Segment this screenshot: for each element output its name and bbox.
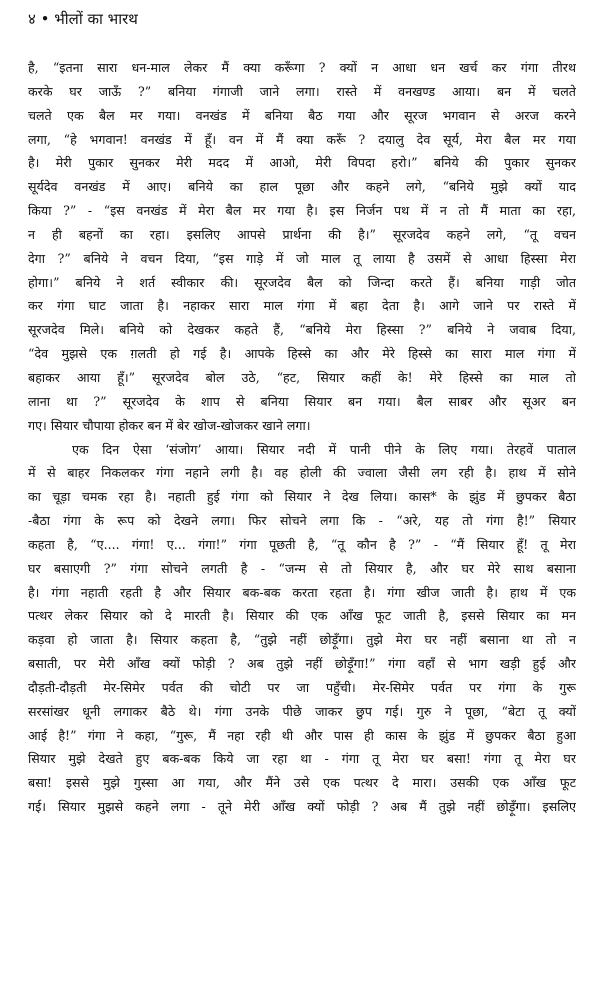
text-line: कहता है, “ए.... गंगा! ए... गंगा!” गंगा पूछती है, “तू कौन है ?” - “मैं सियार हूँ! तू मेरा — [28, 536, 576, 552]
text-line: होगा।” बनिये ने शर्त स्वीकार की। सूरजदेव बैल को जिन्दा करते हैं। बनिया गाड़ी जोत — [28, 274, 576, 290]
text-line: चलते एक बैल मर गया। वनखंड में बनिया बैठ गया और सूरज भगवान से अरज करने — [28, 107, 576, 123]
text-line: गई। सियार मुझसे कहने लगा - तूने मेरी आँख क्यों फोड़ी ? अब मैं तुझे नहीं छोड़ूँगा। इसलिए — [28, 799, 576, 815]
text-line: दौड़ती-दौड़ती मेर-सिमेर पर्वत की चोटी पर जा पहुँची। मेर-सिमेर पर्वत पर गंगा के गुरू — [28, 679, 576, 695]
text-line: बसा! इससे मुझे गुस्सा आ गया, और मैंने उसे एक पत्थर दे मारा। उसकी एक आँख फूट — [28, 775, 576, 791]
text-line: आई है!” गंगा ने कहा, “गुरू, मैं नहा रही थी और पास ही कास के झुंड में छुपकर बैठा हुआ — [28, 727, 576, 743]
text-line: लगा, “हे भगवान! वनखंड में हूँ। वन में मैं क्या करूँ ? दयालु देव सूर्य, मेरा बैल मर गया — [28, 131, 576, 147]
text-line: “देव मुझसे एक ग़लती हो गई है। आपके हिस्से का और मेरे हिस्से का सारा माल गंगा में — [28, 346, 576, 362]
text-line: एक दिन ऐसा ‘संजोग’ आया। सियार नदी में पानी पीने के लिए गया। तेरहवें पाताल — [72, 441, 576, 457]
text-line: सरसांखर धूनी लगाकर बैठे थे। गंगा उनके पीछे जाकर छुप गई। गुरु ने पूछा, “बेटा तू क्यों — [28, 703, 576, 719]
text-line: का चूड़ा चमक रहा है। नहाती हुई गंगा को सियार ने देख लिया। कास* के झुंड में छुपकर बैठा — [28, 489, 576, 505]
text-line: कर गंगा घाट जाता है। नहाकर सारा माल गंगा में बहा देता है। आगे जाने पर रास्ते में — [28, 298, 576, 314]
text-line: करके घर जाऊँ ?” बनिया गंगाजी जाने लगा। रास्ते में वनखण्ड आया। बन में चलते — [28, 83, 576, 99]
book-title: भीलों का भारथ — [54, 10, 138, 28]
text-line: सियार मुझे देखते हुए बक-बक किये जा रहा था - गंगा तू मेरा घर बसा! गंगा तू मेरा घर — [28, 751, 576, 767]
text-line: गए। सियार चौपाया होकर बन में बेर खोज-खोजकर खाने लगा। — [28, 417, 311, 433]
text-line: देगा ?” बनिये ने वचन दिया, “इस गाड़े में जो माल तू लाया है उसमें से आधा हिस्सा मेरा — [28, 250, 576, 266]
text-line: किया ?” - “इस वनखंड में मेरा बैल मर गया है। इस निर्जन पथ में न तो मैं माता का रहा, — [28, 203, 576, 219]
text-line: कड़वा हो जाता है। सियार कहता है, “तुझे नहीं छोड़ूँगा। तुझे मेरा घर नहीं बसाना था तो न — [28, 632, 576, 648]
text-line: सूरजदेव मिले। बनिये को देखकर कहते हैं, “बनिये मेरा हिस्सा ?” बनिये ने जवाब दिया, — [28, 322, 576, 338]
text-line: -बैठा गंगा के रूप को देखने लगा। फिर सोचने लगा कि - “अरे, यह तो गंगा है!” सियार — [28, 513, 576, 529]
text-line: घर बसाएगी ?” गंगा सोचने लगती है - “जन्म से तो सियार है, और घर मेरे साथ बसाना — [28, 560, 576, 576]
text-line: न ही बहनों का रहा। इसलिए आपसे प्रार्थना की है।” सूरजदेव कहने लगे, “तू वचन — [28, 226, 576, 242]
page-body — [28, 56, 576, 819]
text-line: है। मेरी पुकार सुनकर मेरी मदद में आओ, मेरी विपदा हरो।” बनिये की पुकार सुनकर — [28, 155, 576, 171]
text-line: बहाकर आया हूँ।” सूरजदेव बोल उठे, “हट, सियार कहीं के! मेरे हिस्से का माल तो — [28, 369, 576, 385]
paragraph — [28, 56, 576, 438]
text-line: पत्थर लेकर सियार को दे मारती है। सियार की एक आँख फूट जाती है, इससे सियार का मन — [28, 608, 576, 624]
paragraph — [28, 438, 576, 820]
text-line: लाना था ?” सूरजदेव के शाप से बनिया सियार बन गया। बैल साबर और सूअर बन — [28, 393, 576, 409]
text-line: सूर्यदेव वनखंड में आए। बनिये का हाल पूछा और कहने लगे, “बनिये मुझे क्यों याद — [28, 179, 576, 195]
text-line: बसाती, पर मेरी आँख क्यों फोड़ी ? अब तुझे नहीं छोड़ूँगा!” गंगा वहाँ से भाग खड़ी हुई और — [28, 656, 576, 672]
text-line: है, “इतना सारा धन-माल लेकर मैं क्या करूँगा ? क्यों न आधा धन खर्च कर गंगा तीरथ — [28, 60, 576, 75]
page-number: ४ — [28, 10, 36, 28]
text-line: है। गंगा नहाती रहती है और सियार बक-बक करता रहता है। गंगा खीज जाती है। हाथ में एक — [28, 584, 576, 600]
page-header — [28, 8, 576, 36]
header-separator: • — [40, 10, 50, 28]
text-line: में से बाहर निकलकर गंगा नहाने लगी है। वह होली की ज्वाला जैसी लग रही है। हाथ में सोने — [28, 465, 576, 481]
